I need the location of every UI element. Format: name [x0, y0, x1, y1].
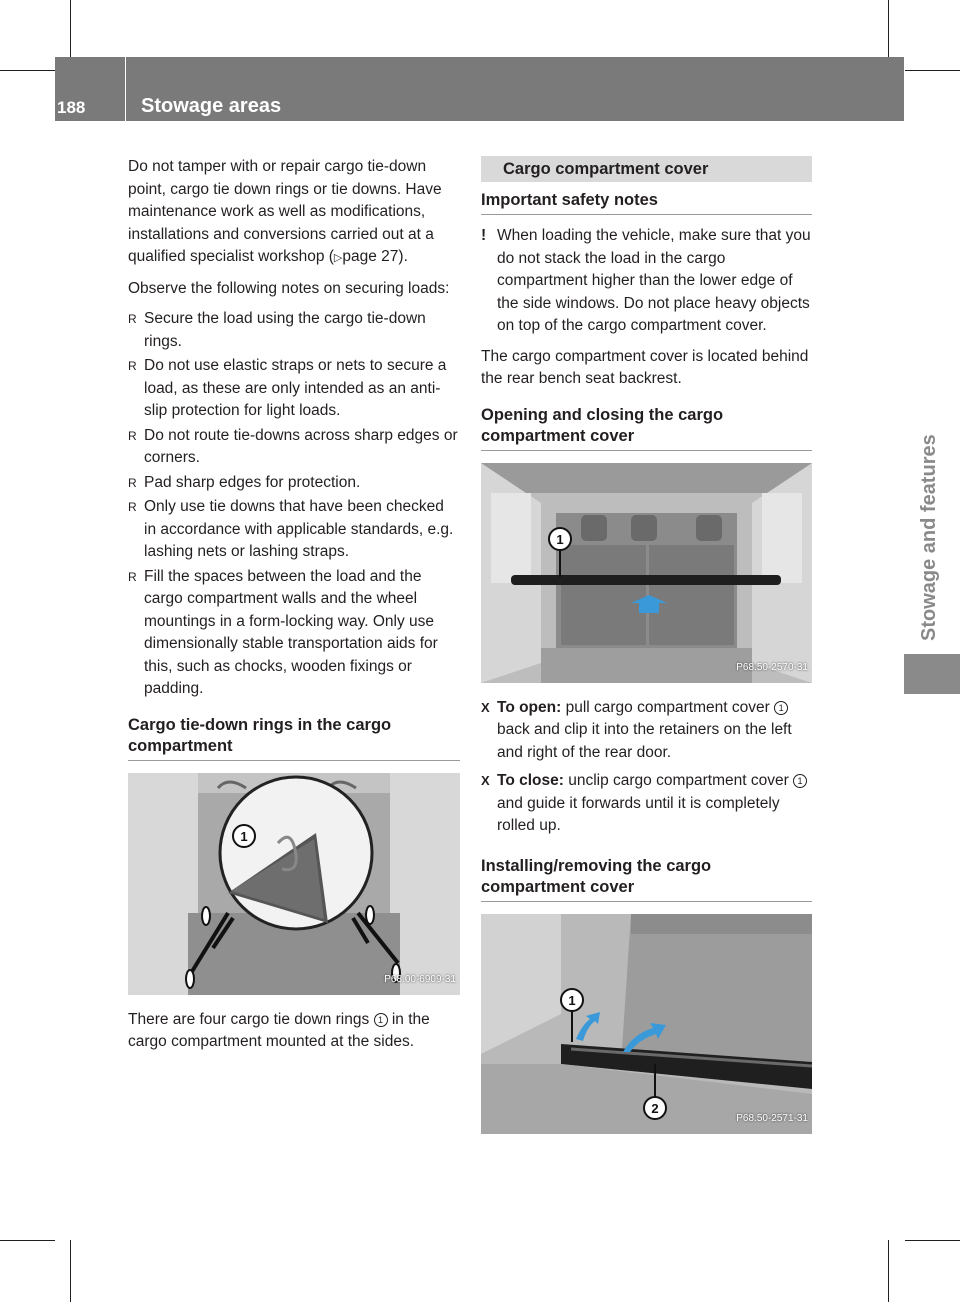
step-label: To open: [497, 698, 562, 716]
step-text-end: and guide it forwards until it is completely rolled up. [497, 794, 780, 834]
right-column [481, 156, 812, 1134]
figure-callout-2: 2 [651, 1100, 659, 1116]
intro-paragraph [128, 156, 460, 270]
intro-text: Do not tamper with or repair cargo tie-down point, cargo tie down rings or tie downs. Have maintenance work as well as modifications, installations and conversions carried out at a qualified specialist workshop ( [128, 158, 442, 265]
warning-icon: ! [481, 227, 487, 244]
observe-paragraph: Observe the following notes on securing loads: [128, 279, 450, 297]
step-text-end: back and clip it into the retainers on the left and right of the rear door. [497, 721, 792, 761]
page-ref-triangle-icon: ▷ [333, 252, 343, 264]
figure-code: P68.00-6909-31 [384, 974, 456, 985]
crop-mark [0, 70, 55, 71]
left-column [128, 156, 460, 1062]
chapter-tab-label: Stowage and features [918, 434, 940, 641]
header-divider [125, 57, 126, 121]
callout-ref-1: 1 [774, 701, 788, 715]
list-item: R Do not use elastic straps or nets to secure a load, as these are only intended as an anti-slip protection for light loads. [128, 355, 460, 423]
heading-opening-closing: Opening and closing the cargo compartment cover [481, 405, 812, 451]
page-title: Stowage areas [141, 95, 282, 117]
list-item: R Only use tie downs that have been checked in accordance with applicable standards, e.g. lashing nets or lashing straps. [128, 496, 460, 564]
step-text: unclip cargo compartment cover [563, 772, 794, 789]
page-number: 188 [57, 98, 86, 117]
figure-code: P68.50-2570-31 [736, 662, 808, 673]
rings-text-end: in the cargo compartment mounted at the sides. [128, 1010, 430, 1050]
list-item: R Do not route tie-downs across sharp edges or corners. [128, 425, 460, 470]
page-reference[interactable]: page 27). [342, 248, 408, 265]
heading-installing-removing: Installing/removing the cargo compartment cover [481, 856, 812, 902]
crop-mark [0, 1240, 55, 1241]
figure-callout-1: 1 [556, 531, 564, 547]
rings-description [128, 1009, 460, 1054]
heading-safety-notes: Important safety notes [481, 190, 812, 215]
warning-text: When loading the vehicle, make sure that you do not stack the load in the cargo compartment higher than the lower edge of the side windows. Do not place heavy objects on top of the cargo compartment cover. [497, 227, 811, 334]
warning-note [481, 225, 812, 338]
location-paragraph: The cargo compartment cover is located behind the rear bench seat backrest. [481, 347, 809, 387]
instruction-steps [481, 697, 812, 838]
step-label: To close: [497, 772, 564, 789]
page-header [55, 57, 904, 121]
step-text: pull cargo compartment cover [561, 698, 775, 716]
figure-callout-1: 1 [568, 992, 576, 1008]
figure-opening-closing [481, 463, 812, 683]
cover-install-illustration [481, 914, 812, 1134]
callout-ref-1: 1 [793, 774, 807, 788]
securing-notes-list [128, 308, 460, 701]
list-item: R Fill the spaces between the load and the cargo compartment walls and the wheel mountings in a form-locking way. Only use dimensionally stable transportation aids for this, such as chocks, wooden fixings or padding. [128, 566, 460, 701]
cargo-cover-illustration [481, 463, 812, 683]
chapter-tab-marker [904, 654, 960, 694]
step-open [481, 697, 812, 765]
tie-down-rings-illustration [128, 773, 460, 995]
figure-callout-1: 1 [240, 828, 248, 844]
rings-text: There are four cargo tie down rings [128, 1010, 374, 1028]
step-close [481, 770, 812, 838]
figure-code: P68.50-2571-31 [736, 1113, 808, 1124]
figure-installing-removing [481, 914, 812, 1134]
crop-mark [888, 1240, 889, 1302]
section-title-bar: Cargo compartment cover [481, 156, 812, 182]
list-item: R Pad sharp edges for protection. [128, 472, 460, 495]
chapter-tab [904, 0, 960, 1302]
crop-mark [70, 1240, 71, 1302]
callout-ref-1: 1 [374, 1013, 388, 1027]
heading-tie-down-rings: Cargo tie-down rings in the cargo compartment [128, 715, 460, 761]
figure-tie-down-rings [128, 773, 460, 995]
list-item: R Secure the load using the cargo tie-down rings. [128, 308, 460, 353]
